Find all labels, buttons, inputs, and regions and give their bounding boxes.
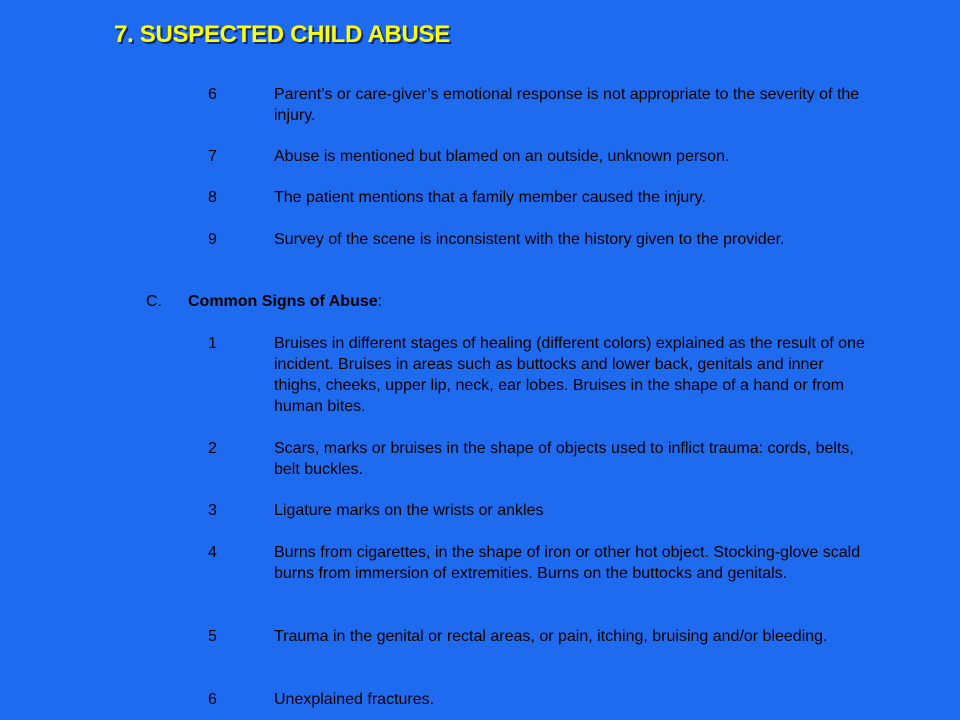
item-text: Survey of the scene is inconsistent with the history given to the provider.: [274, 231, 785, 248]
item-number: 6: [208, 691, 217, 708]
item-number: 6: [208, 86, 217, 103]
item-number: 4: [208, 544, 217, 561]
item-number: 7: [208, 148, 217, 165]
item-text: Bruises in different stages of healing (different colors) explained as the result of one incident. Bruises in areas such as buttocks and lower back, genitals and inner thighs, cheeks, upper lip, neck, ear lobes. Bruises in the shape of a hand or from human bites.: [274, 335, 865, 415]
item-text: Burns from cigarettes, in the shape of iron or other hot object. Stocking-glove scald burns from immersion of extremities. Burns on the buttocks and genitals.: [274, 544, 861, 582]
section-title: [188, 291, 382, 312]
section-title-suffix: :: [377, 293, 383, 310]
item-text: Trauma in the genital or rectal areas, or pain, itching, bruising and/or bleeding.: [274, 628, 828, 645]
item-number: 2: [208, 440, 217, 457]
item-number: 1: [208, 335, 217, 352]
item-text: Abuse is mentioned but blamed on an outside, unknown person.: [274, 148, 730, 165]
item-number: 3: [208, 502, 217, 519]
item-text: The patient mentions that a family member caused the injury.: [274, 189, 706, 206]
item-text: Scars, marks or bruises in the shape of objects used to inflict trauma: cords, belts, belt buckles.: [274, 440, 854, 478]
item-text: Parent’s or care-giver’s emotional response is not appropriate to the severity of the injury.: [274, 86, 860, 124]
item-number: 8: [208, 189, 217, 206]
item-number: 9: [208, 231, 217, 248]
section-letter: C.: [146, 293, 162, 310]
item-text: Ligature marks on the wrists or ankles: [274, 502, 544, 519]
slide-title: 7. SUSPECTED CHILD ABUSE: [114, 21, 450, 48]
item-text: Unexplained fractures.: [274, 691, 435, 708]
section-title-text: Common Signs of Abuse: [188, 293, 378, 310]
item-number: 5: [208, 628, 217, 645]
